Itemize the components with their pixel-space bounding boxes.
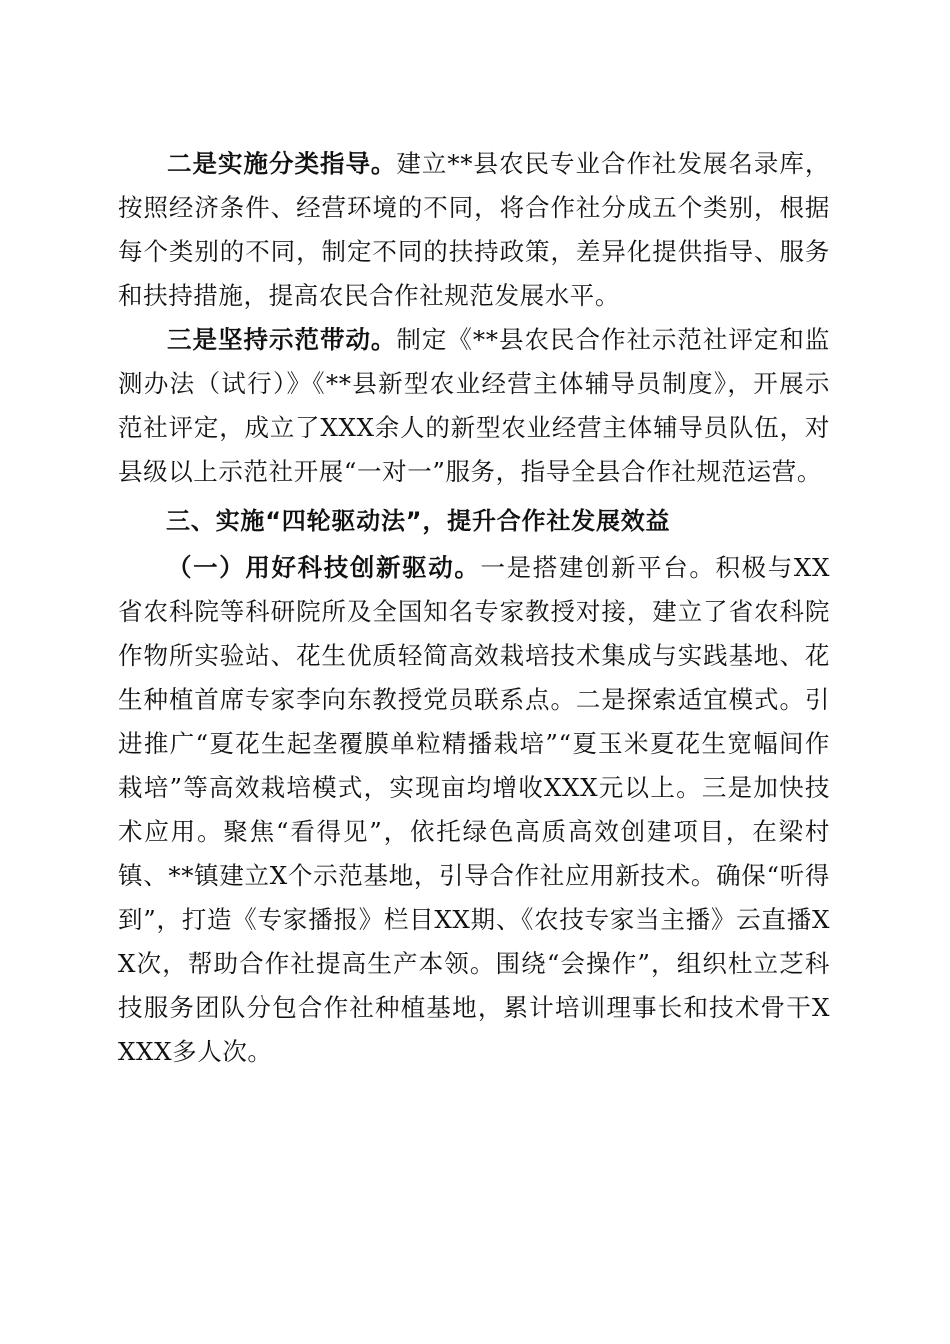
paragraph-tech-innovation — [118, 546, 830, 1074]
paragraph-text-tech-innovation: 一是搭建创新平台。积极与XX省农科院等科研院所及全国知名专家教授对接，建立了省农科院作物所实验站、花生优质轻简高效栽培技术集成与实践基地、花生种植首席专家李向东教授党员联系点。二是探索适宜模式。引进推广“夏花生起垄覆膜单粒精播栽培”“夏玉米夏花生宽幅间作栽培”等高效栽培模式，实现亩均增收XXX元以上。三是加快技术应用。聚焦“看得见”，依托绿色高质高效创建项目，在梁村镇、**镇建立X个示范基地，引导合作社应用新技术。确保“听得到”，打造《专家播报》栏目XX期、《农技专家当主播》云直播XX次，帮助合作社提高生产本领。围绕“会操作”，组织杜立芝科技服务团队分包合作社种植基地，累计培训理事长和技术骨干XXXX多人次。 — [118, 553, 830, 1066]
paragraph-lead-tech-innovation: （一）用好科技创新驱动。 — [167, 553, 481, 582]
paragraph-text-classified-guidance: 建立**县农民专业合作社发展名录库，按照经济条件、经营环境的不同，将合作社分成五个类别，根据每个类别的不同，制定不同的扶持政策，差异化提供指导、服务和扶持措施，提高农民合作社规范发展水平。 — [118, 149, 830, 310]
paragraph-lead-demonstration-leading: 三是坚持示范带动。 — [167, 325, 397, 354]
document-body — [118, 142, 830, 1074]
paragraph-demonstration-leading — [118, 318, 830, 494]
paragraph-text-demonstration-leading: 制定《**县农民合作社示范社评定和监测办法（试行）》《**县新型农业经营主体辅导员制度》，开展示范社评定，成立了XXX余人的新型农业经营主体辅导员队伍，对县级以上示范社开展“一对一”服务，指导全县合作社规范运营。 — [118, 325, 830, 486]
section-heading-four-wheel-drive: 三、实施“四轮驱动法”，提升合作社发展效益 — [166, 507, 671, 535]
paragraph-classified-guidance — [118, 142, 830, 318]
paragraph-lead-classified-guidance: 二是实施分类指导。 — [167, 149, 397, 178]
